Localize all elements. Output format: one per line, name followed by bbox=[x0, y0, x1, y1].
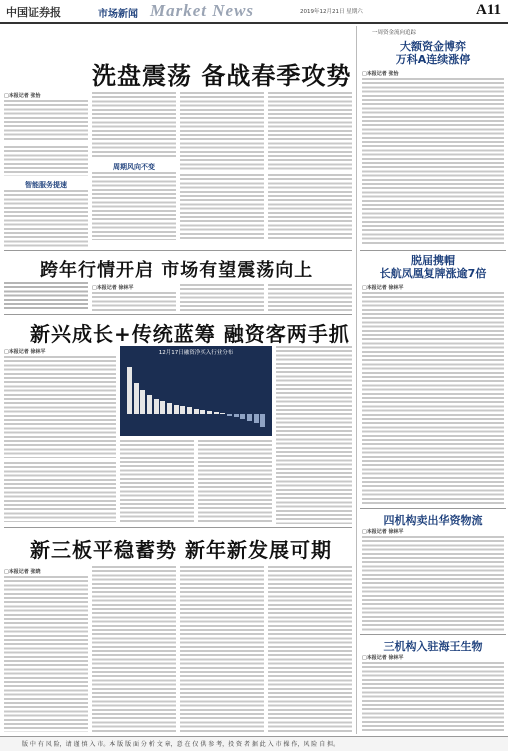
chart-bar bbox=[147, 395, 152, 415]
text-block bbox=[4, 462, 116, 522]
text-block bbox=[120, 440, 194, 524]
divider bbox=[360, 250, 506, 251]
section-title: 市场新闻 bbox=[98, 9, 138, 20]
chart-bar bbox=[254, 414, 259, 423]
divider bbox=[360, 634, 506, 635]
chart-bar bbox=[134, 383, 139, 414]
chart-bar bbox=[160, 401, 165, 415]
text-block bbox=[276, 346, 352, 524]
divider bbox=[4, 314, 352, 315]
story4-byline: □本报记者 张晓 bbox=[4, 569, 41, 575]
column-divider bbox=[356, 26, 357, 734]
page-number: A11 bbox=[476, 2, 502, 18]
text-block bbox=[4, 576, 88, 732]
divider bbox=[4, 527, 352, 528]
sidebar-headline-1: 大额资金博弈 万科A连续涨停 bbox=[395, 40, 471, 66]
chart-bar bbox=[260, 414, 265, 427]
text-block bbox=[180, 174, 264, 240]
chart-bar bbox=[247, 414, 252, 421]
sidebar-byline-2: □本报记者 徐林平 bbox=[362, 285, 404, 291]
chart-bar bbox=[187, 407, 192, 414]
footer-disclaimer: 版 中 有 风 险，请 谨 慎 入 市。本 版 版 面 分 析 文 章，意 在 仅 供 参 考，投 资 者 据 此 入 市 操 作，风 险 自 担。 bbox=[22, 741, 340, 748]
chart-bar bbox=[200, 410, 205, 415]
paper-name: 中国证券报 bbox=[6, 6, 61, 19]
chart-title: 12月17日融资净买入行业分布 bbox=[158, 350, 234, 356]
text-block bbox=[362, 662, 504, 732]
text-block bbox=[180, 284, 264, 312]
text-block bbox=[4, 146, 88, 176]
text-block bbox=[92, 566, 176, 732]
chart-plot-area bbox=[126, 356, 266, 432]
text-block bbox=[4, 356, 116, 458]
main-byline: □本报记者 张怡 bbox=[4, 93, 41, 99]
text-block bbox=[198, 440, 272, 524]
date-line: 2019年12月21日 星期六 bbox=[300, 9, 363, 15]
text-block bbox=[180, 566, 264, 732]
divider bbox=[360, 508, 506, 509]
chart-bar bbox=[227, 414, 232, 416]
chart-bar bbox=[154, 399, 159, 415]
text-block bbox=[92, 172, 176, 240]
chart-bar bbox=[220, 413, 225, 414]
bar-chart bbox=[120, 346, 272, 436]
chart-bar bbox=[207, 411, 212, 414]
sidebar-headline-3: 四机构卖出华资物流 bbox=[383, 514, 483, 527]
chart-bar bbox=[234, 414, 239, 417]
masthead bbox=[0, 0, 508, 24]
text-block bbox=[362, 78, 504, 246]
chart-bar bbox=[180, 406, 185, 414]
chart-bar bbox=[240, 414, 245, 419]
text-block bbox=[4, 100, 88, 142]
sidebar-byline-3: □本报记者 徐林平 bbox=[362, 529, 404, 535]
chart-bar bbox=[174, 405, 179, 415]
sidebar-byline-4: □本报记者 徐林平 bbox=[362, 655, 404, 661]
text-block bbox=[268, 284, 352, 312]
sidebar-byline-1: □本报记者 张怡 bbox=[362, 71, 399, 77]
story3-byline: □本报记者 徐林平 bbox=[4, 349, 46, 355]
text-block bbox=[268, 566, 352, 732]
story4-headline: 新三板平稳蓄势 新年新发展可期 bbox=[30, 538, 332, 562]
text-block bbox=[268, 92, 352, 170]
chart-bar bbox=[127, 367, 132, 415]
story3-headline: 新兴成长+传统蓝筹 融资客两手抓 bbox=[30, 322, 350, 346]
text-block bbox=[362, 292, 504, 506]
story2-headline: 跨年行情开启 市场有望震荡向上 bbox=[40, 260, 314, 281]
text-block bbox=[4, 190, 88, 248]
subhead: 智能服务提速 bbox=[25, 181, 67, 189]
main-headline: 洗盘震荡 备战春季攻势 bbox=[92, 62, 352, 90]
text-block bbox=[268, 174, 352, 240]
subhead: 周期风向不变 bbox=[113, 163, 155, 171]
chart-bar bbox=[140, 390, 145, 414]
text-block bbox=[180, 92, 264, 170]
text-block bbox=[362, 536, 504, 632]
chart-bar bbox=[214, 412, 219, 414]
chart-bar bbox=[167, 403, 172, 415]
sidebar-headline-2: 脱届携帽 长航凤凰复牌涨逾7倍 bbox=[379, 254, 487, 280]
sidebar-tag: 一周资金流向追踪 bbox=[372, 30, 417, 36]
divider bbox=[4, 250, 352, 251]
section-title-en: Market News bbox=[150, 1, 255, 20]
sidebar-headline-4: 三机构入驻海王生物 bbox=[383, 640, 483, 653]
text-block bbox=[92, 292, 176, 312]
story2-byline: □本报记者 徐林平 bbox=[92, 285, 134, 291]
text-block bbox=[4, 282, 88, 310]
text-block bbox=[92, 92, 176, 158]
chart-bar bbox=[194, 409, 199, 415]
